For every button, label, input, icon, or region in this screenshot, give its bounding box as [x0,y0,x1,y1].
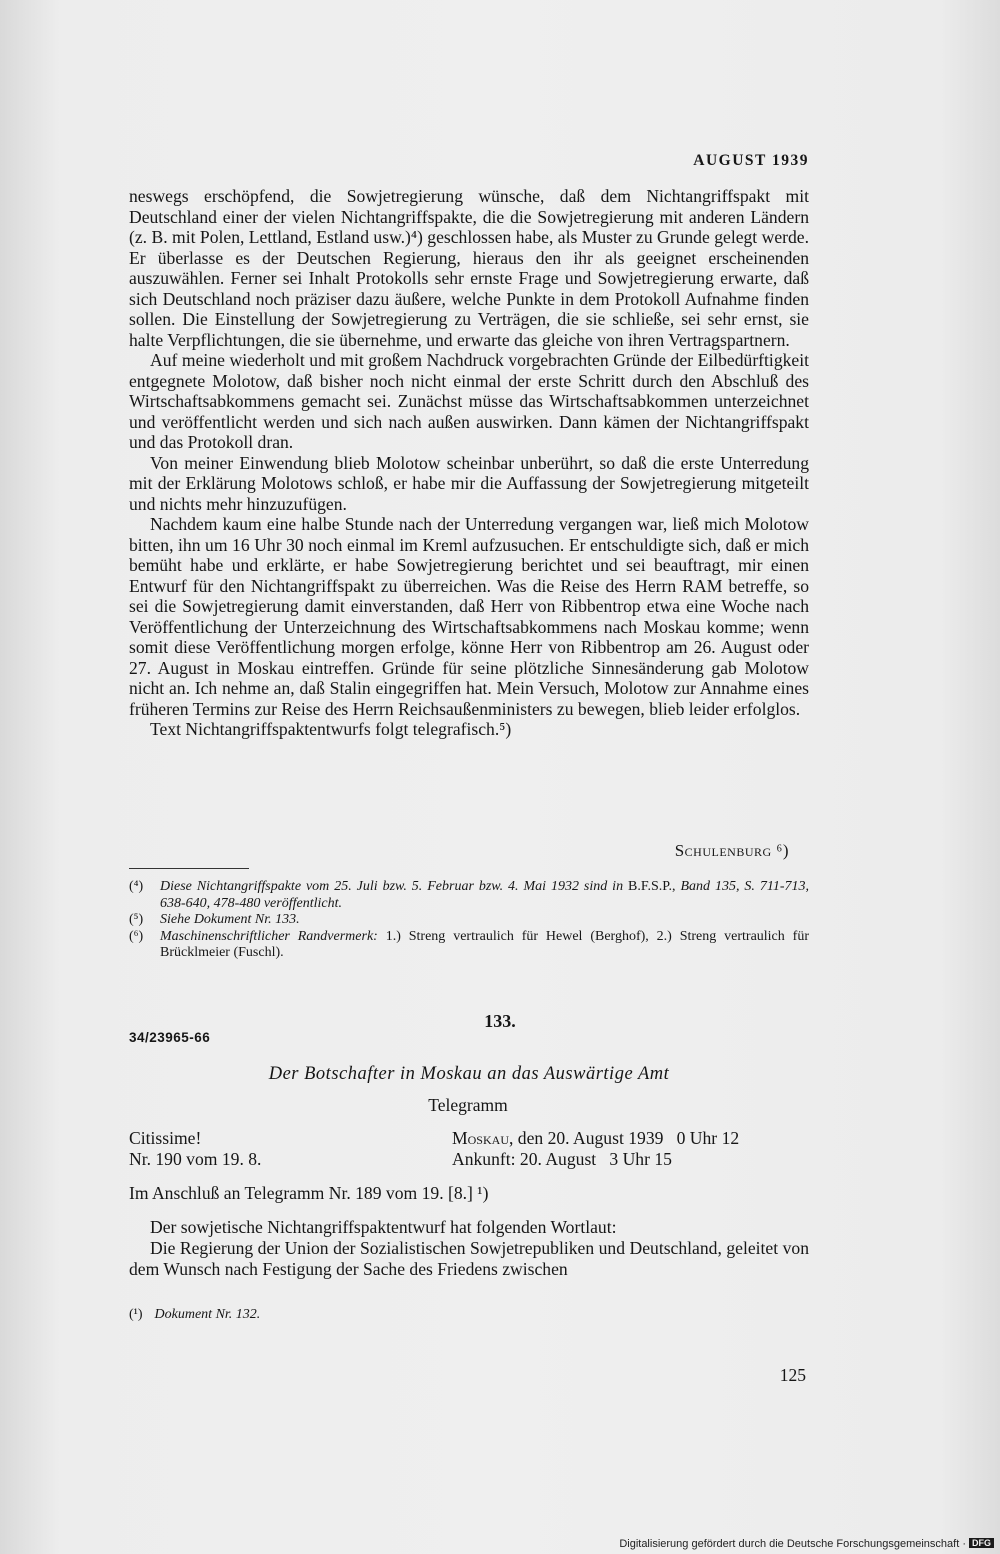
paragraph: Text Nichtangriffspaktentwurfs folgt telegrafisch.⁵) [150,719,512,739]
telegram-number: Nr. 190 vom 19. 8. [129,1149,262,1169]
signature: Schulenburg ⁶) [674,841,789,860]
footnote-text-italic: Band 135, S. 711-713, 638-640, 478-480 veröffentlicht. [160,879,809,911]
footnote-number: (¹) [129,1307,143,1322]
paragraph: Auf meine wiederholt und mit großem Nachdruck vorgebrachten Gründe der Eilbedürftigkeit entgegnete Molotow, daß bisher noch nicht einmal der erste Schritt durch den Abschluß des Wirtschaftsabkommens gemacht sei. Zunächst müsse das Wirtschaftsabkommen unterzeichnet und veröffentlicht werden und sich nach außen auswirken. Dann kämen der Nichtangriffspakt und das Protokoll dran. [129,350,809,452]
digitization-credit [560,1538,994,1550]
footnote-number: (⁵) [129,912,144,927]
footnote [129,879,809,912]
telegram-body [129,1183,809,1280]
sent-line [452,1128,739,1149]
paragraph: Im Anschluß an Telegramm Nr. 189 vom 19. [8.] ¹) [129,1183,489,1203]
telegram-header-left [129,1128,261,1170]
paragraph: neswegs erschöpfend, die Sowjetregierung wünsche, daß dem Nichtangriffspakt mit Deutschland einer der vielen Nichtangriffspakte, die die Sowjetregierung mit anderen Ländern (z. B. mit Polen, Lettland, Estland usw.)⁴) geschlossen habe, als Muster zu Grunde gelegt werde. Er überlasse es der Deutschen Regierung, hieraus den ihr als geeignet erscheinenden auszuwählen. Ferner sei Inhalt Protokolls sehr ernste Frage und Sowjetregierung erwarte, daß sich Deutschland noch präziser dazu äußere, welche Punkte in dem Protokoll Aufnahme finden sollen. Die Einstellung der Sowjetregierung zu Verträgen, die sie schließe, sei sehr ernst, sie halte Verpflichtungen, die sie übernehme, und erwarte das gleiche von ihren Vertragspartnern. [129,186,809,350]
running-head: AUGUST 1939 [693,152,809,169]
footnote-text-italic: Dokument Nr. 132. [154,1307,261,1322]
footnote-divider [129,868,249,869]
dfg-logo: DFG [969,1538,994,1548]
credit-text: Digitalisierung gefördert durch die Deutsche Forschungsgemeinschaft · [619,1538,966,1550]
footnote [129,1307,260,1323]
sent-date-time: , den 20. August 1939 0 Uhr 12 [508,1128,740,1148]
footnote-text-roman: 1.) Streng vertraulich für Hewel (Berghof), 2.) Streng vertraulich für Brücklmeier (Fuschl). [160,928,809,960]
document-title: Der Botschafter in Moskau an das Auswärtige Amt [268,1064,670,1084]
paragraph: Nachdem kaum eine halbe Stunde nach der Unterredung vergangen war, ließ mich Molotow bitten, ihn um 16 Uhr 30 noch einmal im Kreml aufzusuchen. Er entschuldigte sich, daß er mich bemüht habe und erklärte, er habe Sowjetregierung berichtet und sei beauftragt, mir einen Entwurf für den Nichtangriffspakt zu überreichen. Was die Reise des Herrn RAM betreffe, so sei die Sowjetregierung damit einverstanden, daß Herr von Ribbentrop etwa eine Woche nach Veröffentlichung der Unterzeichnung des Wirtschaftsabkommens nach Moskau komme; wenn somit diese Veröffentlichung morgen erfolge, könne Herr von Ribbentrop am 26. August oder 27. August in Moskau eintreffen. Gründe für seine plötzliche Sinnesänderung gab Molotow nicht an. Ich nehme an, daß Stalin eingegriffen hat. Mein Versuch, Molotow zur Annahme eines früheren Termins zur Reise des Herrn Reichsaußenministers zu bewegen, blieb leider erfolglos. [129,514,809,719]
footnotes [129,879,809,962]
paragraph: Die Regierung der Union der Sozialistischen Sowjetrepubliken und Deutschland, geleitet von dem Wunsch nach Festigung der Sache des Friedens zwischen [129,1238,809,1279]
paragraph: Von meiner Einwendung blieb Molotow scheinbar unberührt, so daß die erste Unterredung mit der Erklärung Molotows schloß, er habe mir die Auffassung der Sowjetregierung mitgeteilt und nichts mehr hinzuzufügen. [129,452,809,514]
arrival-line: Ankunft: 20. August 3 Uhr 15 [452,1149,672,1169]
footnote-text-italic: Maschinenschriftlicher Randvermerk: [160,928,378,944]
footnote-number: (⁶) [129,928,144,944]
footnote-text-italic: Siehe Dokument Nr. 133. [160,912,300,927]
priority-mark: Citissime! [129,1128,202,1148]
document-number: 133. [484,1011,516,1031]
place-name: Moskau [452,1128,509,1148]
document-type: Telegramm [428,1095,508,1115]
letter-body [129,186,809,740]
telegram-header-right [452,1128,739,1170]
footnote [129,929,809,962]
file-reference: 34/23965-66 [129,1030,211,1045]
footnote-number: (⁴) [129,879,144,894]
footnote-text-roman: B.F.S.P., [623,879,676,894]
page-number: 125 [779,1365,806,1385]
paragraph: Der sowjetische Nichtangriffspaktentwurf hat folgenden Wortlaut: [150,1217,617,1237]
footnote-text-italic: Diese Nichtangriffspakte vom 25. Juli bzw. 5. Februar bzw. 4. Mai 1932 sind in [160,879,624,894]
footnote [129,912,809,929]
